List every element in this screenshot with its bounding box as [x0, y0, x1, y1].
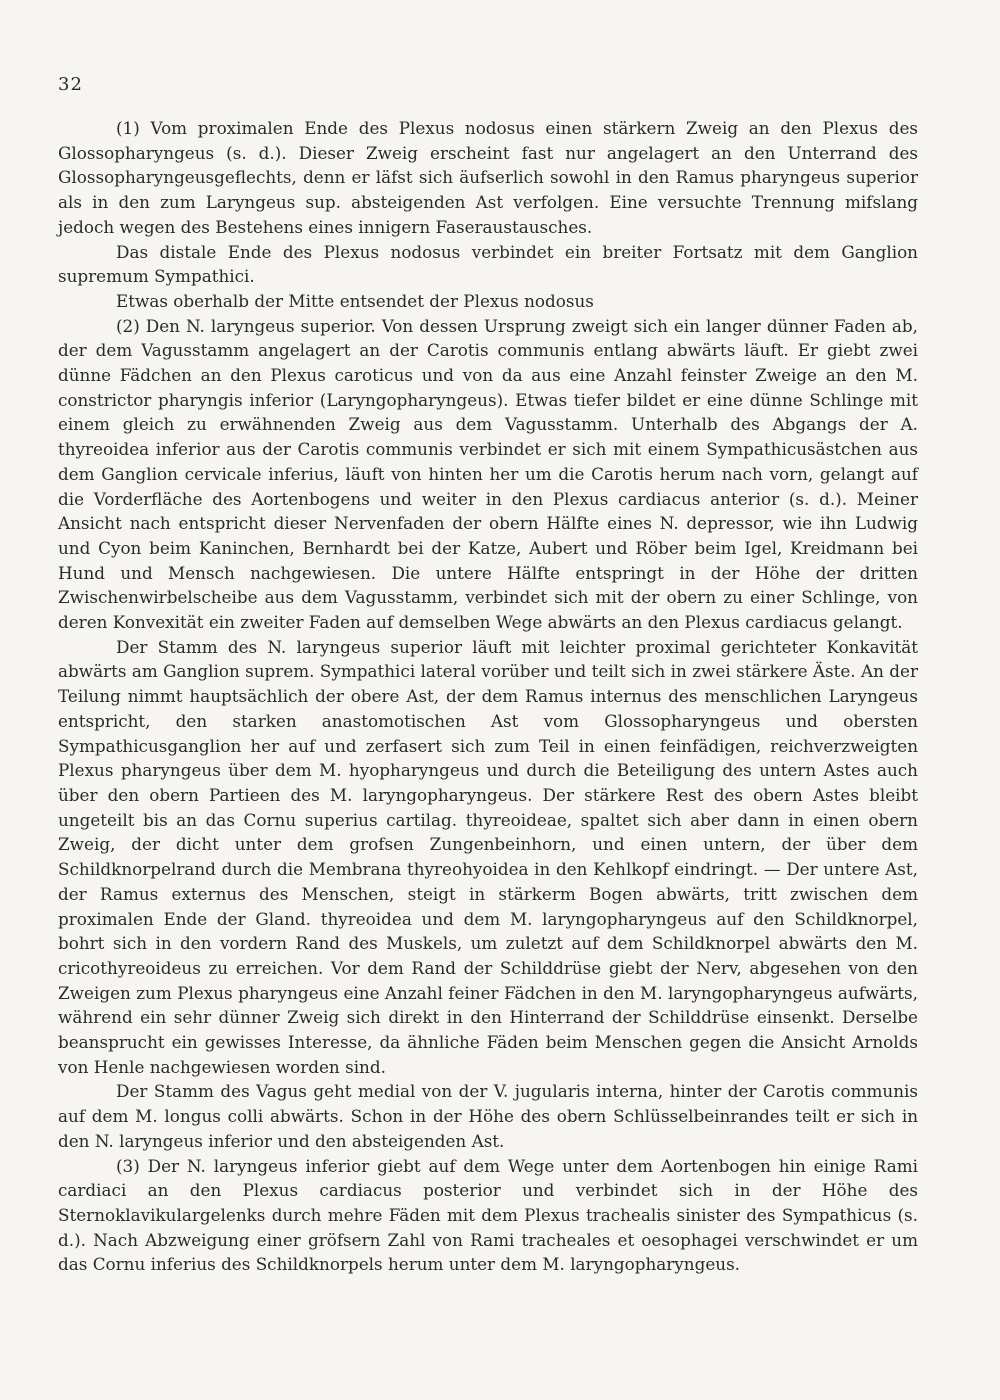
paragraph: (2) Den N. laryngeus superior. Von dessen Ursprung zweigt sich ein langer dünner Faden ab, der dem Vagusstamm angelagert an der Carotis communis entlang abwärts läuft. Er giebt zwei dünne Fädchen an den Plexus caroticus und von da aus eine Anzahl feinster Zweige an den M. constrictor pharyngis inferior (Laryngopharyngeus). Etwas tiefer bildet er eine dünne Schlinge mit einem gleich zu erwähnenden Zweig aus dem Vagusstamm. Unterhalb des Abgangs der A. thyreoidea inferior aus der Carotis communis verbindet er sich mit einem Sympathicusästchen aus dem Ganglion cervicale inferius, läuft von hinten her um die Carotis herum nach vorn, gelangt auf die Vorderfläche des Aortenbogens und weiter in den Plexus cardiacus anterior (s. d.). Meiner Ansicht nach entspricht dieser Nervenfaden der obern Hälfte eines N. depressor, wie ihn Ludwig und Cyon beim Kaninchen, Bernhardt bei der Katze, Aubert und Röber beim Igel, Kreidmann bei Hund und Mensch nachgewiesen. Die untere Hälfte entspringt in der Höhe der dritten Zwischenwirbelscheibe aus dem Vagusstamm, verbindet sich mit der obern zu einer Schlinge, von deren Konvexität ein zweiter Faden auf demselben Wege abwärts an den Plexus cardiacus gelangt. — [58, 315, 918, 633]
body-text — [58, 116, 918, 1277]
paragraph: Der Stamm des N. laryngeus superior läuft mit leichter proximal gerichteter Konkavität abwärts am Ganglion suprem. Sympathici lateral vorüber und teilt sich in zwei stärkere Äste. An der Teilung nimmt hauptsächlich der obere Ast, der dem Ramus internus des menschlichen Laryngeus entspricht, den starken anastomotischen Ast vom Glossopharyngeus und obersten Sympathicusganglion her auf und zerfasert sich zum Teil in einen feinfädigen, reichverzweigten Plexus pharyngeus über dem M. hyopharyngeus und durch die Beteiligung des untern Astes auch über den obern Partieen des M. laryngopharyngeus. Der stärkere Rest des obern Astes bleibt ungeteilt bis an das Cornu superius cartilag. thyreoideae, spaltet sich aber dann in einen obern Zweig, der dicht unter dem grofsen Zungenbeinhorn, und einen untern, der über dem Schildknorpelrand durch die Membrana thyreohyoidea in den Kehlkopf eindringt. — Der untere Ast, der Ramus externus des Menschen, steigt in stärkerm Bogen abwärts, tritt zwischen dem proximalen Ende der Gland. thyreoidea und dem M. laryngopharyngeus auf den Schildknorpel, bohrt sich in den vordern Rand des Muskels, um zuletzt auf dem Schildknorpel abwärts den M. cricothyreoideus zu erreichen. Vor dem Rand der Schilddrüse giebt der Nerv, abgesehen von den Zweigen zum Plexus pharyngeus eine Anzahl feiner Fädchen in den M. laryngopharyngeus aufwärts, während ein sehr dünner Zweig sich direkt in den Hinterrand der Schilddrüse einsenkt. Derselbe beansprucht ein gewisses Interesse, da ähnliche Fäden beim Menschen gegen die Ansicht Arnolds von Henle nachgewiesen worden sind. — [58, 636, 918, 1077]
paragraph: (1) Vom proximalen Ende des Plexus nodosus einen stärkern Zweig an den Plexus des Glossopharyngeus (s. d.). Dieser Zweig erscheint fast nur angelagert an den Unterrand des Glossopharyngeusgeflechts, denn er läfst sich äufserlich sowohl in den Ramus pharyngeus superior als in den zum Laryngeus sup. absteigenden Ast verfolgen. Eine versuchte Trennung mifslang jedoch wegen des Bestehens eines innigern Faseraustausches. — [58, 118, 918, 237]
paragraph: Der Stamm des Vagus geht medial von der V. jugularis interna, hinter der Carotis communis auf dem M. longus colli abwärts. Schon in der Höhe des obern Schlüsselbeinrandes teilt er sich in den N. laryngeus inferior und den absteigenden Ast. — [58, 1081, 918, 1151]
paragraph: (3) Der N. laryngeus inferior giebt auf dem Wege unter dem Aortenbogen hin einige Rami cardiaci an den Plexus cardiacus posterior und verbindet sich in der Höhe des Sternoklavikulargelenks durch mehre Fäden mit dem Plexus trachealis sinister des Sympathicus (s. d.). Nach Abzweigung einer gröfsern Zahl von Rami tracheales et oesophagei verschwindet er um das Cornu inferius des Schildknorpels herum unter dem M. laryngopharyngeus. — [58, 1155, 918, 1275]
page-number: 32 — [58, 74, 83, 95]
paragraph: Das distale Ende des Plexus nodosus verbindet ein breiter Fortsatz mit dem Ganglion supremum Sympathici. — [58, 241, 918, 287]
paragraph: Etwas oberhalb der Mitte entsendet der Plexus nodosus — [116, 290, 594, 311]
